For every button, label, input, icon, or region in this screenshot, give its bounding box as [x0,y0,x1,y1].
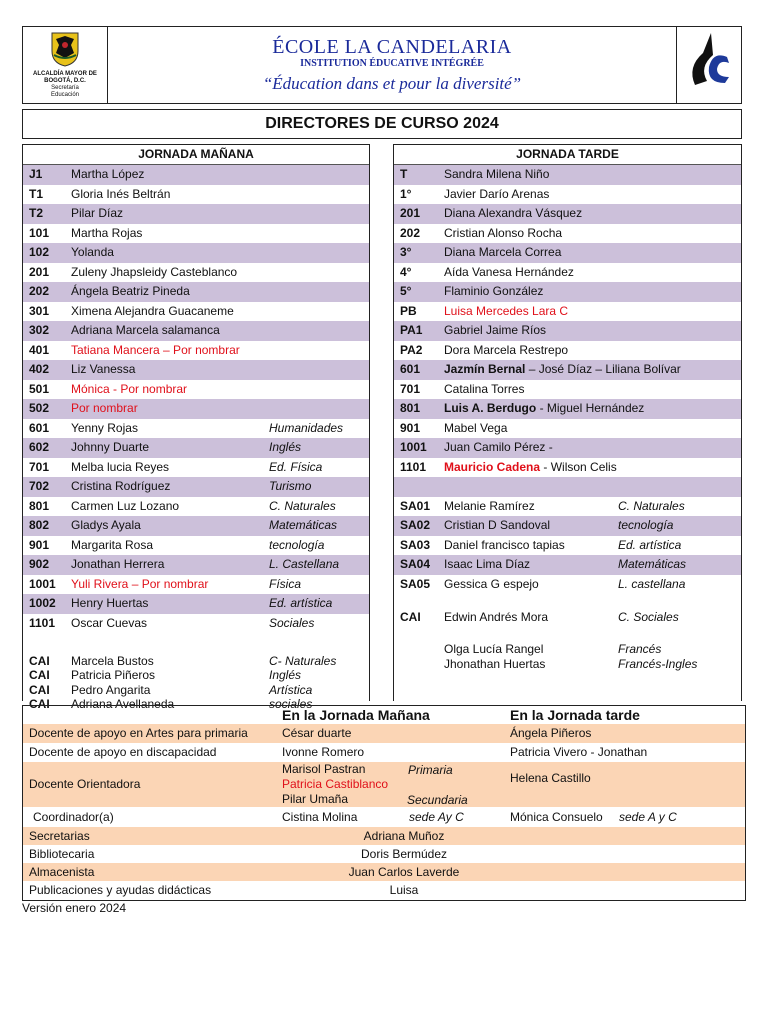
staff-row-librarian [23,845,745,863]
course-code: 801 [400,401,421,415]
course-row [23,185,369,205]
cai-subject: Inglés [269,668,302,682]
subject: Sociales [269,615,315,630]
course-row [394,360,741,380]
course-row [23,555,369,575]
course-row [23,438,369,458]
school-subtitle: INSTITUTION ÉDUCATIVE INTÉGRÉE [300,58,484,69]
bogota-logo [23,27,108,103]
course-row [23,536,369,556]
course-code: 901 [400,420,421,435]
director-name: Ximena Alejandra Guacaneme [71,303,234,318]
staff-header-row [23,706,745,724]
course-code: 402 [29,362,50,376]
director-name: Melba lucia Reyes [71,459,170,474]
course-code: 902 [29,557,50,571]
logo-line: BOGOTÁ, D.C. [44,78,86,84]
course-row [394,243,741,263]
course-code: 5° [400,284,412,298]
course-row [394,165,741,185]
course-row [394,536,741,556]
staff-morning-sede: sede Ay C [409,810,464,824]
morning-shift-heading: JORNADA MAÑANA [23,145,369,165]
afternoon-rows [394,165,741,594]
course-row [23,380,369,400]
course-code: T1 [29,186,44,201]
course-code: 3° [400,245,412,259]
director-name: Mabel Vega [444,420,508,435]
course-row [394,458,741,478]
course-code: 502 [29,401,50,415]
course-code: 202 [400,225,421,240]
staff-row-storekeeper [23,863,745,881]
director-name: Isaac Lima Díaz [444,557,531,571]
subject: tecnología [269,537,325,552]
director-name: Cristina Rodríguez [71,479,171,493]
director-name: Carmen Luz Lozano [71,498,180,513]
director-name: Diana Marcela Correa [444,245,562,259]
director-name: Juan Camilo Pérez - [444,440,553,454]
cai-code: CAI [29,682,50,697]
level-primary: Primaria [408,763,453,777]
director-name-others: - Miguel Hernández [536,401,645,415]
course-code: SA03 [400,537,431,552]
course-code: T [400,167,408,181]
staff-morning-name: Ivonne Romero [282,745,365,759]
level-secondary: Secundaria [407,793,468,807]
afternoon-shift-table [393,144,742,701]
cai-code: CAI [400,610,421,624]
staff-role: Docente de apoyo en Artes para primaria [29,726,248,740]
course-row [394,224,741,244]
course-row [394,438,741,458]
director-name: Johnny Duarte [71,440,150,454]
course-row [23,263,369,283]
staff-row-counselor [23,762,745,807]
extra-teacher-name: Jhonathan Huertas [444,657,546,671]
director-name: Oscar Cuevas [71,615,148,630]
course-row [394,477,741,497]
course-code: 802 [29,518,50,532]
director-name: Por nombrar [71,401,138,415]
morning-shift-table [22,144,370,711]
morning-cai-block [23,653,369,713]
course-code: 102 [29,245,50,259]
staff-row-arts [23,724,745,743]
course-row [23,458,369,478]
course-row [394,321,741,341]
director-name-others: – José Díaz – Liliana Bolívar [525,362,681,376]
staff-afternoon-name: Ángela Piñeros [510,726,592,740]
school-logo [676,27,741,103]
director-name: Javier Darío Arenas [444,186,550,201]
morning-rows [23,165,369,633]
course-row [394,419,741,439]
course-code: 1002 [29,596,56,610]
course-row [23,360,369,380]
course-code: 1001 [400,440,427,454]
director-name: Tatiana Mancera – Por nombrar [71,342,240,357]
staff-row-publications [23,881,745,900]
director-name [444,399,644,419]
staff-name: Luisa [389,883,419,897]
cai-name: Pedro Angarita [71,682,151,697]
afternoon-cai-block [394,594,741,714]
cai-name: Patricia Piñeros [71,668,156,682]
version-note: Versión enero 2024 [22,901,127,915]
course-code: 601 [29,420,50,435]
director-name: Daniel francisco tapias [444,537,565,552]
course-code: 201 [29,264,50,279]
course-row [23,614,369,634]
director-name-primary: Mauricio Cadena [444,459,541,474]
staff-role: Coordinador(a) [33,810,114,824]
staff-role: Docente de apoyo en discapacidad [29,745,217,759]
course-row [23,497,369,517]
course-row [23,477,369,497]
course-row [394,302,741,322]
director-name-primary: Jazmín Bernal [444,362,526,376]
staff-role: Docente Orientadora [29,777,141,791]
course-code: PA1 [400,323,423,337]
director-name: Jonathan Herrera [71,557,165,571]
director-name: Yuli Rivera – Por nombrar [71,576,209,591]
course-row [394,497,741,517]
course-code: 301 [29,303,50,318]
cai-code: CAI [29,653,50,668]
course-code: 1101 [400,459,427,474]
course-row [23,165,369,185]
course-row [394,204,741,224]
director-name: Martha López [71,167,145,181]
director-name: Gloria Inés Beltrán [71,186,171,201]
course-code: SA04 [400,557,431,571]
director-name: Liz Vanessa [71,362,136,376]
staff-afternoon-name: Patricia Vivero - Jonathan [510,745,648,759]
course-code: 602 [29,440,50,454]
course-code: J1 [29,167,43,181]
extra-teacher-name: Olga Lucía Rangel [444,642,544,656]
logo-line: Secretaría [51,85,79,91]
staff-role: Bibliotecaria [29,847,95,861]
subject: tecnología [618,518,674,532]
course-code: 4° [400,264,412,279]
director-name: Gessica G espejo [444,576,539,591]
staff-afternoon-name: Helena Castillo [510,771,591,785]
course-code: 801 [29,498,50,513]
document-header [22,26,742,104]
support-staff-table [22,705,746,901]
course-row [394,185,741,205]
staff-morning-name: Cistina Molina [282,810,358,824]
subject: L. castellana [618,576,686,591]
director-name: Martha Rojas [71,225,143,240]
course-row [23,302,369,322]
course-code: 1° [400,186,412,201]
course-row [23,341,369,361]
director-name: Catalina Torres [444,381,525,396]
course-row [394,399,741,419]
extra-teacher-subject: Francés [618,642,662,656]
staff-afternoon-name: Mónica Consuelo [510,810,603,824]
subject: Turismo [269,479,312,493]
director-name: Margarita Rosa [71,537,154,552]
course-row [394,516,741,536]
course-code: 702 [29,479,50,493]
course-code: PB [400,303,417,318]
staff-morning-name: César duarte [282,726,352,740]
course-code: 101 [29,225,50,240]
course-code: 401 [29,342,50,357]
course-row [23,419,369,439]
director-name [444,360,681,380]
staff-row-coordinator [23,807,745,827]
staff-morning-name: Pilar Umaña [282,792,349,806]
cai-code: CAI [29,668,50,682]
staff-morning-name: Patricia Castiblanco [282,777,389,791]
afternoon-shift-heading: JORNADA TARDE [394,145,741,165]
school-name: ÉCOLE LA CANDELARIA [272,36,512,58]
subject: Matemáticas [618,557,687,571]
course-code: 302 [29,323,50,337]
course-row [394,341,741,361]
subject: Inglés [269,440,302,454]
cai-name: Edwin Andrés Mora [444,610,549,624]
subject: C. Naturales [269,498,336,513]
subject: C. Naturales [618,498,685,513]
staff-role: Almacenista [29,865,95,879]
course-row [394,282,741,302]
course-row [23,321,369,341]
cai-name: Marcela Bustos [71,653,154,668]
course-code: 901 [29,537,50,552]
cai-subject: sociales [269,697,313,711]
director-name: Luisa Mercedes Lara C [444,303,569,318]
course-row [23,243,369,263]
afternoon-column-heading: En la Jornada tarde [510,707,640,723]
director-name: Melanie Ramírez [444,498,535,513]
staff-row-disability [23,743,745,762]
course-code: 201 [400,206,421,220]
course-code: 501 [29,381,50,396]
director-name: Dora Marcela Restrepo [444,342,569,357]
bogota-shield-icon [50,31,80,67]
staff-role: Secretarias [29,829,90,843]
director-name: Flaminio González [444,284,544,298]
spacer-row [23,633,369,653]
course-code: SA02 [400,518,431,532]
course-code: SA05 [400,576,431,591]
cai-subject: C. Sociales [618,610,679,624]
extra-teacher-subject: Francés-Ingles [618,657,698,671]
course-row [23,204,369,224]
director-name: Diana Alexandra Vásquez [444,206,583,220]
director-name: Gladys Ayala [71,518,141,532]
course-code: 701 [29,459,50,474]
subject: Física [269,576,302,591]
cai-name: Adriana Avellaneda [71,697,175,711]
subject: Ed. artística [618,537,682,552]
director-name: Cristian Alonso Rocha [444,225,563,240]
logo-line: Educación [50,92,80,98]
course-row [23,399,369,419]
course-code: 1001 [29,576,56,591]
course-row [23,575,369,595]
course-row [23,282,369,302]
director-name: Sandra Milena Niño [444,167,550,181]
document-title: DIRECTORES DE CURSO 2024 [22,109,742,139]
staff-afternoon-sede: sede A y C [619,810,677,824]
subject: Matemáticas [269,518,338,532]
morning-column-heading: En la Jornada Mañana [282,707,430,723]
course-code: 701 [400,381,421,396]
director-name: Henry Huertas [71,596,149,610]
subject: Ed. artística [269,596,333,610]
director-name: Gabriel Jaime Ríos [444,323,547,337]
director-name: Pilar Díaz [71,206,124,220]
director-name [444,458,617,478]
course-code: PA2 [400,342,423,357]
cai-subject: C- Naturales [269,653,337,668]
course-row [23,224,369,244]
director-name: Yolanda [71,245,114,259]
director-name: Mónica - Por nombrar [71,381,188,396]
director-name: Aída Vanesa Hernández [444,264,574,279]
staff-row-secretaries [23,827,745,845]
course-row [394,555,741,575]
course-row [394,263,741,283]
cai-subject: Artística [269,682,313,697]
director-name: Zuleny Jhapsleidy Casteblanco [71,264,238,279]
course-row [23,516,369,536]
subject: L. Castellana [269,557,340,571]
logo-line: ALCALDÍA MAYOR DE [33,71,97,77]
course-row [394,575,741,595]
course-row [23,594,369,614]
cai-code: CAI [29,697,50,711]
staff-name: Juan Carlos Laverde [348,865,460,879]
staff-name: Adriana Muñoz [363,829,445,843]
subject: Ed. Física [269,459,323,474]
director-name: Yenny Rojas [71,420,138,435]
course-code: 202 [29,284,50,298]
director-name-others: - Wilson Celis [540,459,617,474]
course-code: 601 [400,362,421,376]
school-emblem-icon [677,27,741,103]
subject: Humanidades [269,420,344,435]
director-name: Cristian D Sandoval [444,518,551,532]
staff-morning-name: Marisol Pastran [282,762,366,776]
director-name: Ángela Beatriz Pineda [71,284,190,298]
course-code: SA01 [400,498,431,513]
staff-name: Doris Bermúdez [360,847,448,861]
course-code: 1101 [29,615,56,630]
school-motto: “Éducation dans et pour la diversité” [262,74,522,93]
director-name-primary: Luis A. Berdugo [444,401,537,415]
director-name: Adriana Marcela salamanca [71,323,220,337]
staff-role: Publicaciones y ayudas didácticas [29,883,212,897]
course-code: T2 [29,206,44,220]
course-row [394,380,741,400]
